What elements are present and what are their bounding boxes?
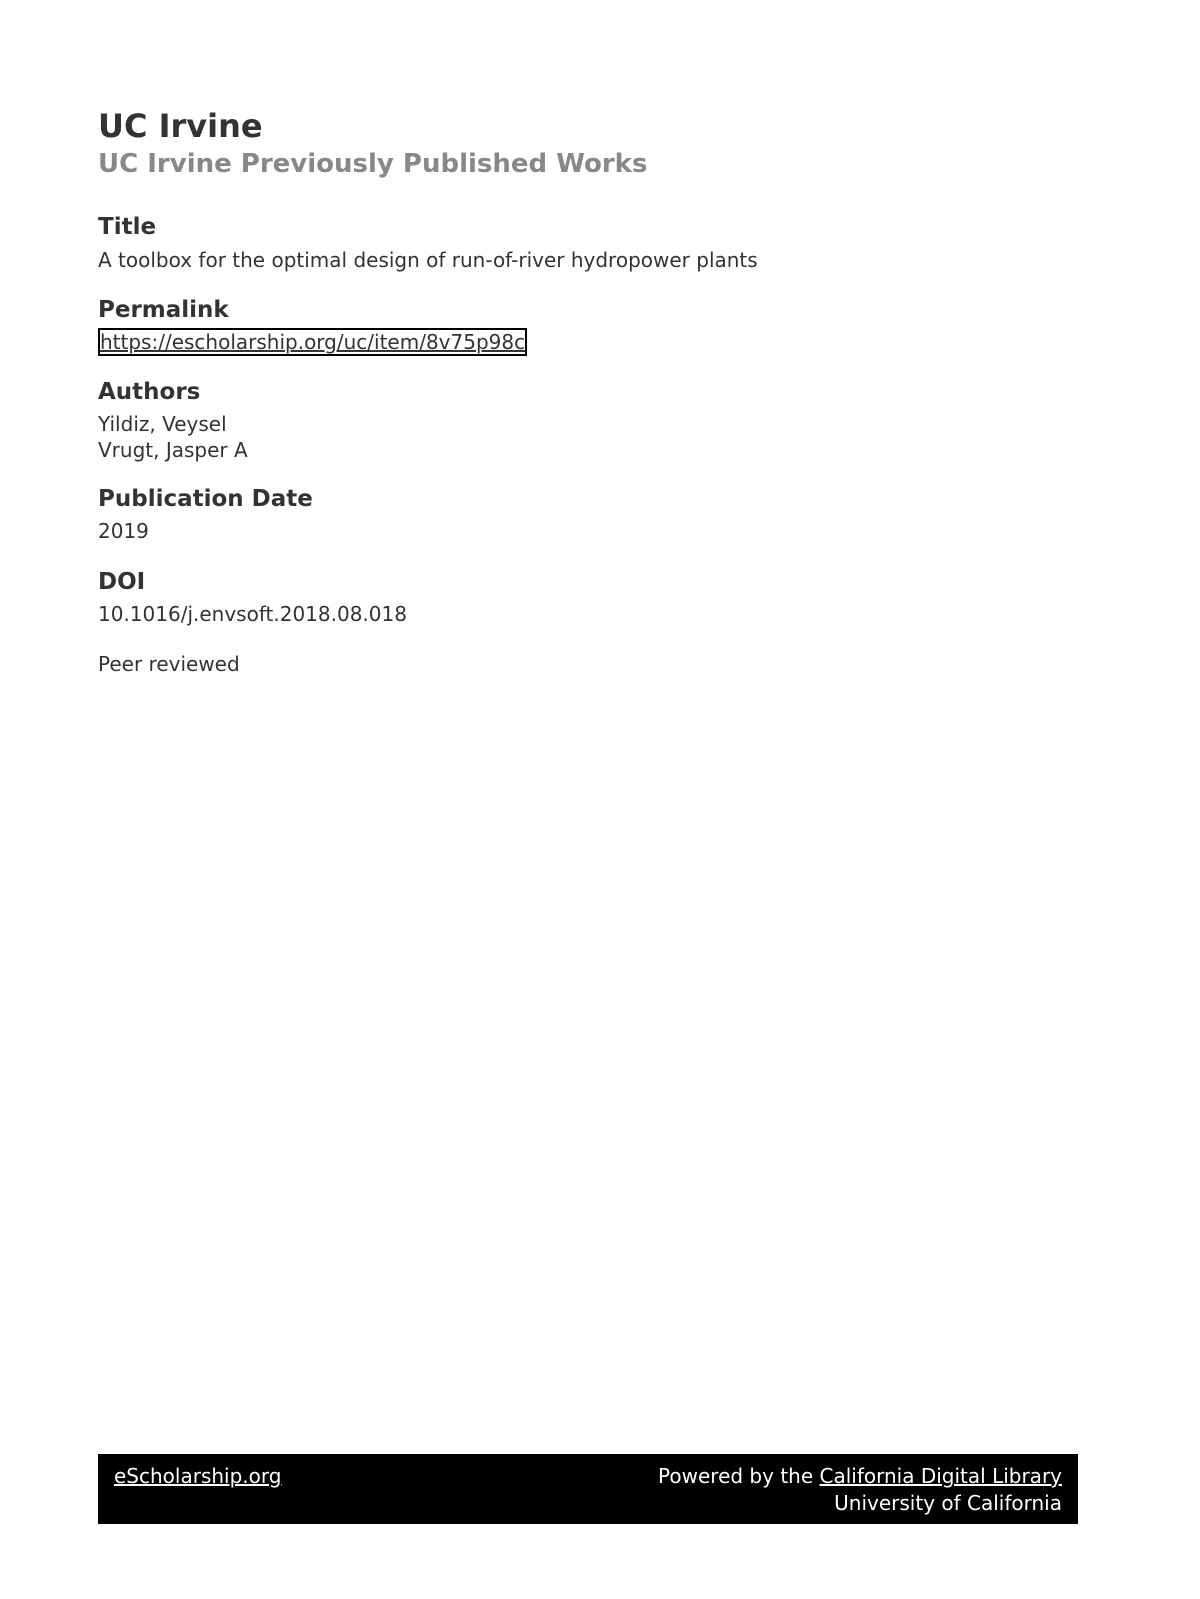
permalink-link[interactable]: https://escholarship.org/uc/item/8v75p98c (100, 330, 526, 354)
title-value: A toolbox for the optimal design of run-of-river hydropower plants (98, 248, 758, 272)
author-name: Yildiz, Veysel (98, 412, 227, 436)
powered-by-line (658, 1463, 1062, 1490)
doi-label: DOI (98, 569, 146, 595)
permalink-label: Permalink (98, 297, 229, 323)
authors-label: Authors (98, 379, 201, 405)
review-status: Peer reviewed (98, 652, 240, 676)
footer-bar (98, 1454, 1078, 1524)
university-name: University of California (834, 1491, 1062, 1515)
california-digital-library-link[interactable]: California Digital Library (819, 1464, 1062, 1488)
doi-value: 10.1016/j.envsoft.2018.08.018 (98, 602, 407, 626)
author-name: Vrugt, Jasper A (98, 438, 248, 462)
publication-date-value: 2019 (98, 519, 149, 543)
publication-date-label: Publication Date (98, 486, 313, 512)
footer-credits (658, 1463, 1062, 1517)
institution-name: UC Irvine (98, 107, 263, 145)
permalink-container (98, 329, 527, 355)
powered-by-text: Powered by the (658, 1464, 820, 1488)
title-label: Title (98, 214, 157, 240)
escholarship-link[interactable]: eScholarship.org (114, 1464, 282, 1488)
series-name: UC Irvine Previously Published Works (98, 149, 648, 179)
cover-page (98, 0, 1078, 1599)
